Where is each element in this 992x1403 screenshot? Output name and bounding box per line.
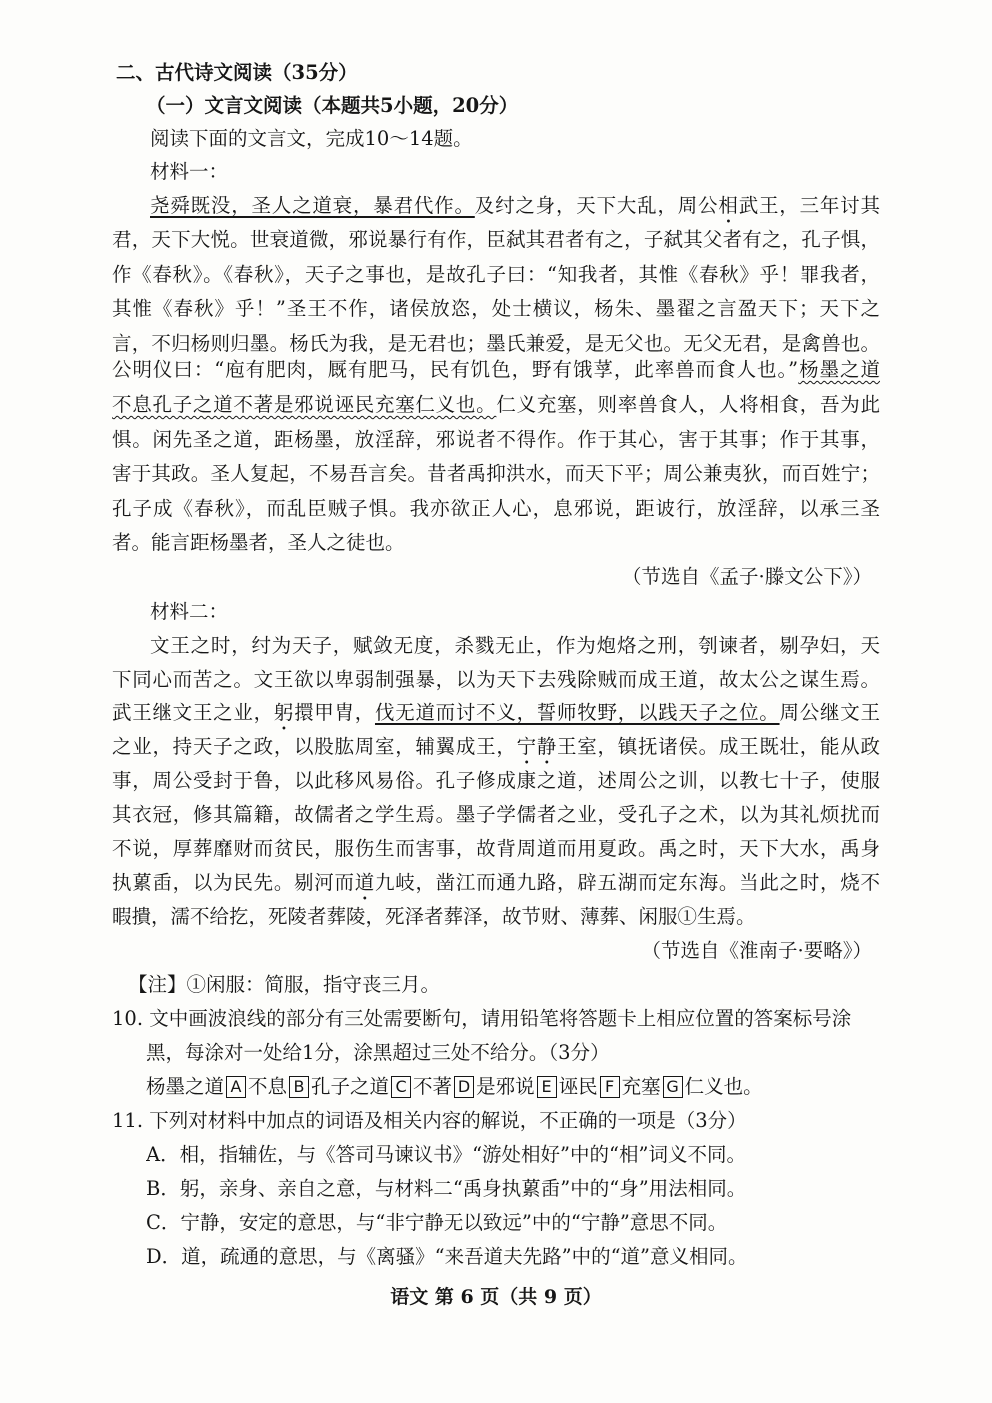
- page-footer: 语文 第 6 页（共 9 页）: [390, 1286, 602, 1308]
- material1-line: 害于其政。圣人复起，不易吾言矣。昔者禹抑洪水，而天下平；周公兼夷狄，而百姓宁；: [112, 462, 880, 485]
- q11-number: 11.: [112, 1109, 144, 1132]
- q11-option-a[interactable]: A．相，指辅佐，与《答司马谏议书》“游处相好”中的“相”词义不同。: [146, 1143, 746, 1166]
- material2-line: 不说，厚葬靡财而贫民，服伤生而害事，故背周道而用夏政。禹之时，天下大水，禹身: [112, 837, 880, 860]
- material1-source: （节选自《孟子·滕文公下》）: [622, 565, 872, 588]
- q11-stem: [112, 1106, 880, 1136]
- passage-text: 之业，持天子之政，以股肱周室，辅翼成王，: [112, 735, 517, 758]
- instruction: 阅读下面的文言文，完成10～14题。: [150, 127, 473, 150]
- annotation-note: 【注】①闲服：简服，指守丧三月。: [128, 973, 441, 996]
- material2-label: 材料二：: [150, 600, 229, 623]
- passage-text: 周公继文王: [779, 701, 880, 724]
- material1-line: 言，不归杨则归墨。杨氏为我，是无君也；墨氏兼爱，是无父也。无父无君，是禽兽也。: [112, 332, 880, 355]
- break-mark-d[interactable]: D: [454, 1076, 474, 1098]
- dotted-word: 相: [718, 194, 739, 217]
- segment: 不著: [413, 1075, 453, 1098]
- q10-segment-line: [146, 1072, 880, 1102]
- material1-line: 惧。闲先圣之道，距杨墨，放淫辞，邪说者不得作。作于其心，害于其事；作于其事，: [112, 428, 880, 451]
- material2-line: 文王之时，纣为天子，赋敛无度，杀戮无止，作为炮烙之刑，刳谏者，剔孕妇，天: [150, 634, 880, 657]
- break-mark-a[interactable]: A: [226, 1076, 246, 1098]
- break-mark-c[interactable]: C: [391, 1076, 411, 1098]
- segment: 充塞: [621, 1075, 661, 1098]
- q11-stem-text: 下列对材料中加点的词语及相关内容的解说，不正确的一项是（3分）: [149, 1109, 747, 1132]
- q11-option-d[interactable]: D．道，疏通的意思，与《离骚》“来吾道夫先路”中的“道”意义相同。: [146, 1245, 748, 1268]
- material1-line: [150, 191, 880, 228]
- segment: 杨墨之道: [146, 1075, 225, 1098]
- segment: 不息: [248, 1075, 288, 1098]
- material1-label: 材料一：: [150, 160, 229, 183]
- material2-source: （节选自《淮南子·要略》）: [641, 939, 872, 962]
- wavy-underlined-text: 杨墨之道: [798, 358, 880, 381]
- passage-text: 王室，镇抚诸侯。成王既壮，能从政: [557, 735, 880, 758]
- q11-option-c[interactable]: C．宁静，安定的意思，与“非宁静无以致远”中的“宁静”意思不同。: [146, 1211, 728, 1234]
- break-mark-b[interactable]: B: [289, 1076, 309, 1098]
- segment: 仁义也。: [684, 1075, 763, 1098]
- passage-text: 仁义充塞，则率兽食人，人将相食，吾为此: [496, 393, 880, 416]
- underlined-sentence: 伐无道而讨不义，誓师牧野，以践天子之位。: [374, 701, 780, 724]
- material2-line: [112, 698, 880, 735]
- material2-line: 事，周公受封于鲁，以此移风易俗。孔子修成康之道，述周公之训，以教七十子，使服: [112, 769, 880, 792]
- material1-line: 君，天下大悦。世衰道微，邪说暴行有作，臣弑其君者有之，子弑其父者有之，孔子惧，: [112, 228, 880, 251]
- q11-option-b[interactable]: B．躬，亲身、亲自之意，与材料二“禹身执蔂臿”中的“身”用法相同。: [146, 1177, 747, 1200]
- material2-line: 下同心而苦之。文王欲以卑弱制强暴，以为天下去残除贼而成王道，故太公之谋生焉。: [112, 668, 880, 691]
- dotted-word: 躬: [273, 701, 295, 724]
- underlined-sentence: 尧舜既没，圣人之道衰，暴君代作。: [150, 194, 475, 217]
- material1-line: 者。能言距杨墨者，圣人之徒也。: [112, 531, 405, 554]
- dotted-word: 宁静: [516, 735, 558, 758]
- material1-line: [112, 390, 880, 420]
- dotted-word: 道: [354, 871, 375, 894]
- material2-line: 其衣冠，修其篇籍，故儒者之学生焉。墨子学儒者之业，受孔子之术，以为其礼烦扰而: [112, 803, 880, 826]
- material1-line: [112, 355, 880, 385]
- passage-text: 擐甲胄，: [294, 701, 375, 724]
- passage-text: 公明仪曰：“庖有肥肉，厩有肥马，民有饥色，野有饿莩，此率兽而食人也。”: [112, 358, 799, 381]
- q10-number: 10.: [112, 1007, 144, 1030]
- wavy-underlined-text: 不息孔子之道不著是邪说诬民充塞仁义也。: [112, 393, 497, 416]
- material2-line: 暇撌，濡不给扢，死陵者葬陵，死泽者葬泽，故节财、薄葬、闲服①生焉。: [112, 905, 756, 928]
- material2-line: [112, 732, 880, 769]
- passage-text: 九岐，凿江而通九路，辟五湖而定东海。当此之时，烧不: [374, 871, 880, 894]
- segment: 诬民: [558, 1075, 598, 1098]
- break-mark-f[interactable]: F: [600, 1076, 620, 1098]
- segment: 是邪说: [476, 1075, 535, 1098]
- material2-line: [112, 868, 880, 905]
- material1-line: 其惟《春秋》乎！”圣王不作，诸侯放恣，处士横议，杨朱、墨翟之言盈天下；天下之: [112, 297, 880, 320]
- passage-text: 武王，三年讨其: [738, 194, 880, 217]
- passage-text: 执蔂臿，以为民先。剔河而: [112, 871, 355, 894]
- section-title: 二、古代诗文阅读（35分）: [116, 61, 358, 84]
- section-subtitle: （一）文言文阅读（本题共5小题，20分）: [146, 94, 519, 117]
- segment: 孔子之道: [311, 1075, 390, 1098]
- material1-line: 孔子成《春秋》，而乱臣贼子惧。我亦欲正人心，息邪说，距诐行，放淫辞，以承三圣: [112, 497, 880, 520]
- passage-text: 武王继文王之业，: [112, 701, 274, 724]
- break-mark-g[interactable]: G: [663, 1076, 683, 1098]
- q10-stem: [112, 1004, 880, 1034]
- material1-line: 作《春秋》。《春秋》，天子之事也，是故孔子曰：“知我者，其惟《春秋》乎！罪我者，: [112, 263, 880, 286]
- q10-stem-line2: 黑，每涂对一处给1分，涂黑超过三处不给分。（3分）: [146, 1041, 610, 1064]
- break-mark-e[interactable]: E: [537, 1076, 557, 1098]
- q10-stem-line1: 文中画波浪线的部分有三处需要断句，请用铅笔将答题卡上相应位置的答案标号涂: [149, 1007, 852, 1030]
- passage-text: 及纣之身，天下大乱，周公: [474, 194, 719, 217]
